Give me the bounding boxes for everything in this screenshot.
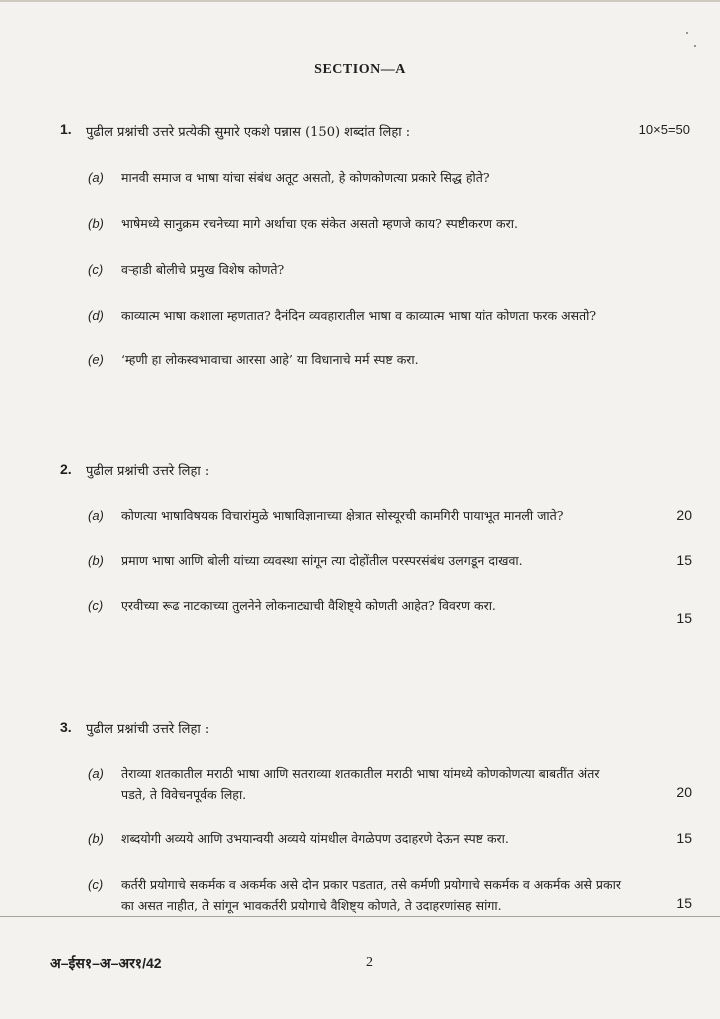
q3-part-c-label: (c) [88, 877, 104, 892]
q1-part-b-label: (b) [88, 216, 104, 231]
q1-part-a-text: मानवी समाज व भाषा यांचा संबंध अतूट असतो, हे कोणकोणत्या प्रकारे सिद्ध होते? [121, 170, 490, 185]
q3-part-a-line1: तेराव्या शतकातील मराठी भाषा आणि सतराव्या शतकातील मराठी भाषा यांमध्ये कोणकोणत्या बाबतींत अंतर [121, 766, 600, 781]
q1-part-d-label: (d) [88, 308, 104, 323]
q2-part-a-text: कोणत्या भाषाविषयक विचारांमुळे भाषाविज्ञानाच्या क्षेत्रात सोस्यूरची कामगिरी पायाभूत मानली जाते? [121, 508, 564, 523]
q2-part-c-marks: 15 [676, 610, 692, 626]
question-3-number: 3. [60, 719, 72, 735]
q1-part-a-label: (a) [88, 170, 104, 185]
section-title: SECTION—A [314, 62, 406, 77]
footer-divider [0, 916, 720, 917]
q3-part-c-line1: कर्तरी प्रयोगाचे सकर्मक व अकर्मक असे दोन प्रकार पडतात, तसे कर्मणी प्रयोगाचे सकर्मक व अकर्मक असे प्रकार [121, 877, 621, 892]
q3-part-b-text: शब्दयोगी अव्यये आणि उभयान्वयी अव्यये यांमधील वेगळेपण उदाहरणे देऊन स्पष्ट करा. [121, 831, 509, 846]
q1-part-c-label: (c) [88, 262, 104, 277]
question-1-text: पुढील प्रश्नांची उत्तरे प्रत्येकी सुमारे एकशे पन्नास (150) शब्दांत लिहा : [86, 125, 411, 140]
q3-part-a-line2: पडते, ते विवेचनपूर्वक लिहा. [121, 787, 247, 802]
q3-part-b-label: (b) [88, 831, 104, 846]
q2-part-a-marks: 20 [676, 507, 692, 523]
paper-code: अ–ईस१–अ–अर१/42 [50, 955, 162, 971]
q2-part-b-marks: 15 [676, 552, 692, 568]
q3-part-b-marks: 15 [676, 830, 692, 846]
q1-part-e-text: ‘म्हणी हा लोकस्वभावाचा आरसा आहे’ या विधानाचे मर्म स्पष्ट करा. [121, 352, 419, 367]
scan-speck [694, 45, 696, 47]
q2-part-b-text: प्रमाण भाषा आणि बोली यांच्या व्यवस्था सांगून त्या दोहोंतील परस्परसंबंध उलगडून दाखवा. [121, 553, 523, 568]
q3-part-a-marks: 20 [676, 784, 692, 800]
q3-part-a-label: (a) [88, 766, 104, 781]
question-1-number: 1. [60, 121, 72, 137]
page-number: 2 [366, 955, 373, 970]
q3-part-c-marks: 15 [676, 895, 692, 911]
question-1-marks: 10×5=50 [638, 122, 690, 137]
question-2-text: पुढील प्रश्नांची उत्तरे लिहा : [86, 464, 210, 479]
question-3-text: पुढील प्रश्नांची उत्तरे लिहा : [86, 722, 210, 737]
q2-part-c-label: (c) [88, 598, 104, 613]
q3-part-c-line2: का असत नाहीत, ते सांगून भावकर्तरी प्रयोगाचे वैशिष्ट्य कोणते, ते उदाहरणांसह सांगा. [121, 898, 502, 913]
q1-part-d-text: काव्यात्म भाषा कशाला म्हणतात? दैनंदिन व्यवहारातील भाषा व काव्यात्म भाषा यांत कोणता फरक असतो? [121, 308, 597, 323]
top-edge [0, 0, 720, 2]
scan-speck [686, 32, 688, 34]
question-2-number: 2. [60, 461, 72, 477]
q1-part-c-text: वऱ्हाडी बोलीचे प्रमुख विशेष कोणते? [121, 262, 285, 277]
q1-part-e-label: (e) [88, 352, 104, 367]
q1-part-b-text: भाषेमध्ये सानुक्रम रचनेच्या मागे अर्थाचा एक संकेत असतो म्हणजे काय? स्पष्टीकरण करा. [121, 216, 518, 231]
q2-part-a-label: (a) [88, 508, 104, 523]
q2-part-b-label: (b) [88, 553, 104, 568]
q2-part-c-text: एरवीच्या रूढ नाटकाच्या तुलनेने लोकनाट्याची वैशिष्ट्ये कोणती आहेत? विवरण करा. [121, 598, 496, 613]
